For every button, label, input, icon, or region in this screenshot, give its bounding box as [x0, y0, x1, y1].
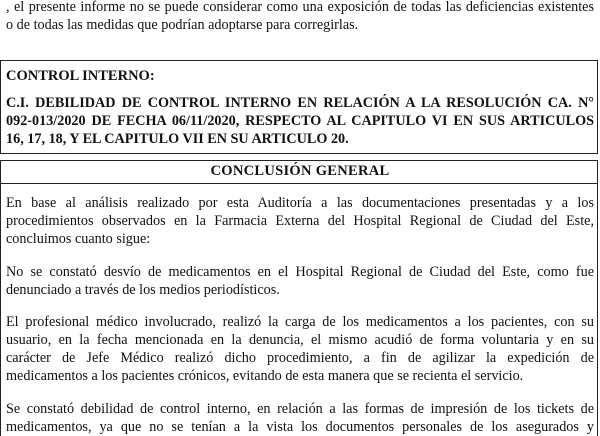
- control-interno-heading: CONTROL INTERNO:: [6, 68, 155, 84]
- conclusion-paragraph: [6, 194, 594, 248]
- conclusion-paragraph: [6, 313, 594, 385]
- conclusion-paragraph: [6, 263, 594, 299]
- intro-line: , el presente informe no se puede considerar como una exposición de todas las deficiencias existentes: [6, 0, 594, 15]
- paragraph-line: procedimientos observados en la Farmacia Externa del Hospital Regional de Ciudad del Este,: [6, 213, 594, 229]
- control-interno-finding: [6, 94, 594, 148]
- conclusion-paragraph: [6, 400, 594, 436]
- intro-paragraph: [6, 0, 594, 34]
- paragraph-line: No se constató desvío de medicamentos en el Hospital Regional de Ciudad del Este, como fue: [6, 264, 594, 280]
- paragraph-line: medicamentos, ya que no se tenían a la vista los documentos personales de los asegurados y: [6, 419, 594, 435]
- conclusion-heading: CONCLUSIÓN GENERAL: [210, 163, 390, 179]
- paragraph-line: En base al análisis realizado por esta Auditoría a las documentaciones presentadas y a los: [6, 195, 594, 211]
- paragraph-line: concluimos cuanto sigue:: [6, 231, 151, 247]
- paragraph-line: usuario, en la fecha mencionada en la denuncia, el mismo acudió de forma voluntaria y en su: [6, 332, 594, 348]
- paragraph-line: denunciado a través de los medios periodísticos.: [6, 282, 280, 298]
- finding-line: C.I. DEBILIDAD DE CONTROL INTERNO EN RELACIÓN A LA RESOLUCIÓN CA. N°: [6, 95, 594, 111]
- paragraph-line: Se constató debilidad de control interno, en relación a las formas de impresión de los tickets de: [6, 401, 594, 417]
- paragraph-line: carácter de Jefe Médico realizó dicho procedimiento, a fin de agilizar la expedición de: [6, 350, 594, 366]
- intro-line: o de todas las medidas que podrían adoptarse para corregirlas.: [6, 17, 359, 33]
- finding-line: 092-013/2020 DE FECHA 06/11/2020, RESPECTO AL CAPITULO VI EN SUS ARTICULOS: [6, 113, 594, 129]
- finding-line: 16, 17, 18, Y EL CAPITULO VII EN SU ARTICULO 20.: [6, 131, 349, 147]
- paragraph-line: El profesional médico involucrado, realizó la carga de los medicamentos a los pacientes, con su: [6, 314, 594, 330]
- paragraph-line: medicamentos a los pacientes crónicos, evitando de esta manera que se recienta el servicio.: [6, 368, 524, 384]
